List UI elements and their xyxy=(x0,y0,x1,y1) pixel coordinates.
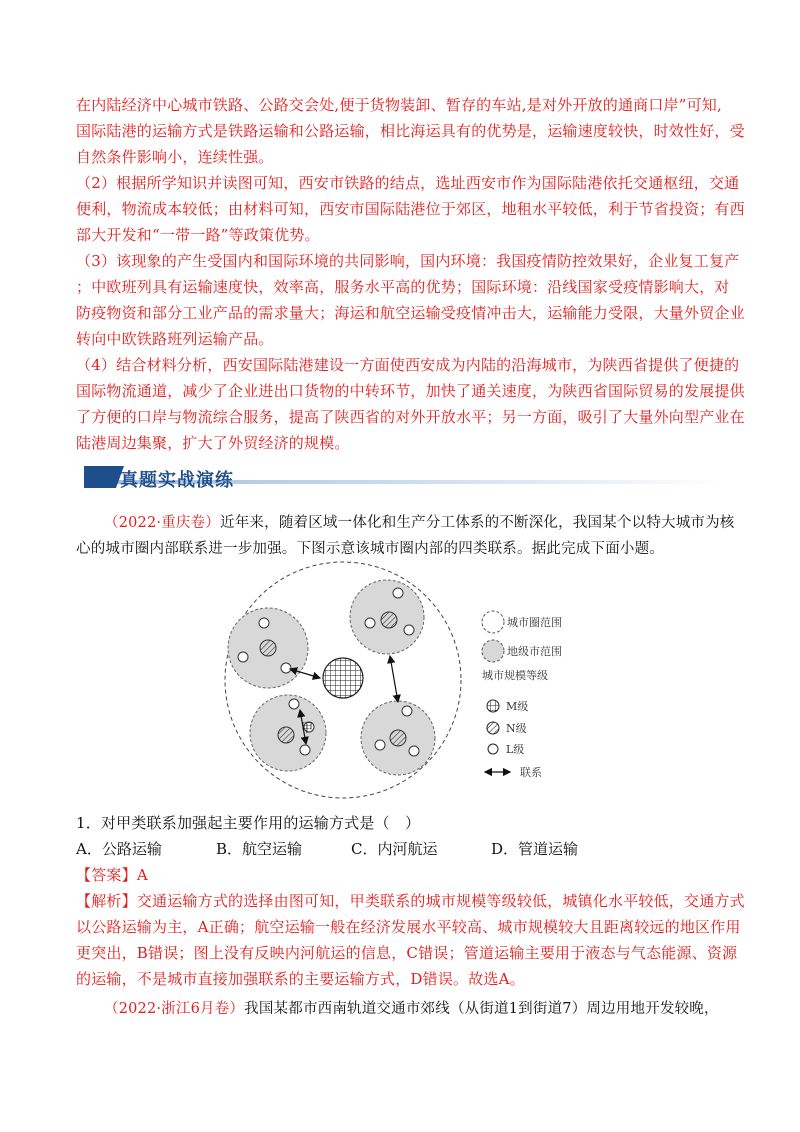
text-line xyxy=(76,888,745,914)
analysis-paragraph-4 xyxy=(76,352,745,456)
option-d: D．管道运输 xyxy=(491,840,579,858)
text-line xyxy=(76,510,735,536)
text-line: ；中欧班列具有运输速度快，效率高，服务水平高的优势；国际环境：沿线国家受疫情影响大，对 xyxy=(76,278,730,296)
intro-text: 近年来，随着区域一体化和生产分工体系的不断深化，我国某个以特大城市为核 xyxy=(220,515,735,531)
text-line: 防疫物资和部分工业产品的需求量大；海运和航空运输受疫情冲击大，运输能力受限，大量外贸企业 xyxy=(76,304,745,322)
city-circle-diagram xyxy=(220,560,600,800)
question-intro xyxy=(76,510,735,562)
legend-prefecture-icon xyxy=(482,640,504,662)
text-line: （2）根据所学知识并读图可知，西安市铁路的结点，选址西安市作为国际陆港依托交通枢纽，交通 xyxy=(76,174,740,192)
text-line: 了方便的口岸与物流综合服务，提高了陕西省的对外开放水平；另一方面，吸引了大量外向型产业在 xyxy=(76,408,745,426)
next-question-intro xyxy=(76,996,726,1022)
legend-m-label: M级 xyxy=(506,700,529,713)
legend-scale-title: 城市规模等级 xyxy=(482,669,548,682)
text-line: 更突出，B错误；图上没有反映内河航运的信息，C错误；管道运输主要用于液态与气态能源、资源 xyxy=(76,944,738,962)
option-b: B．航空运输 xyxy=(216,840,303,858)
prefecture-city-left xyxy=(228,608,308,688)
answer-block xyxy=(76,862,726,888)
text-line: （3）该现象的产生受国内和国际环境的共同影响，国内环境：我国疫情防控效果好，企业复工复产 xyxy=(76,252,740,270)
legend-n-icon xyxy=(487,722,499,734)
analysis-label: 【解析】 xyxy=(76,892,137,910)
prefecture-city-top-right xyxy=(350,580,424,654)
text-line: 转向中欧铁路班列运输产品。 xyxy=(76,330,274,348)
text-line: 国际陆港的运输方式是铁路运输和公路运输，相比海运具有的优势是，运输速度较快，时效性好，受 xyxy=(76,122,745,140)
prefecture-city-bottom-left xyxy=(250,695,326,771)
text-line: 陆港周边集聚，扩大了外贸经济的规模。 xyxy=(76,434,350,452)
m-level-core-city xyxy=(323,658,363,698)
text-line: （4）结合材料分析，西安国际陆港建设一方面使西安成为内陆的沿海城市，为陕西省提供了便捷的 xyxy=(76,356,740,374)
legend-l-label: L级 xyxy=(506,743,525,756)
legend-l-icon xyxy=(488,744,498,754)
answer-value: A xyxy=(136,866,148,884)
text-line: 便利，物流成本较低；由材料可知，西安市国际陆港位于郊区，地租水平较低，利于节省投资；有西 xyxy=(76,200,745,218)
legend xyxy=(482,611,562,779)
text-line: 自然条件影响小，连续性强。 xyxy=(76,148,274,166)
question-source: （2022·重庆卷） xyxy=(104,515,221,531)
section-banner xyxy=(84,466,724,491)
text-line: 部大开发和“一带一路”等政策优势。 xyxy=(76,226,320,244)
text-line: 国际物流通道，减少了企业进出口货物的中转环节，加快了通关速度，为陕西省国际贸易的发展提供 xyxy=(76,382,745,400)
option-c: C．内河航运 xyxy=(351,840,438,858)
analysis-paragraph-1 xyxy=(76,92,745,170)
next-intro-text: 我国某都市西南轨道交通市郊线（从街道1到街道7）周边用地开发较晚， xyxy=(244,1001,719,1017)
prefecture-city-bottom-right xyxy=(361,701,435,775)
analysis-paragraph-3 xyxy=(76,248,745,352)
legend-city-circle-label: 城市圈范围 xyxy=(507,616,562,629)
analysis-block xyxy=(76,888,745,992)
text-line xyxy=(76,862,726,888)
question-1-stem xyxy=(76,810,726,836)
answer-label: 【答案】 xyxy=(76,866,137,884)
text-line: 1．对甲类联系加强起主要作用的运输方式是（ ） xyxy=(76,814,421,832)
jia-label: 甲 xyxy=(301,721,314,735)
text-line: 的运输，不是城市直接加强联系的主要运输方式，D错误。故选A。 xyxy=(76,970,525,988)
legend-prefecture-label: 地级市范围 xyxy=(507,645,562,658)
legend-city-circle-icon xyxy=(482,611,504,633)
text-line: 在内陆经济中心城市铁路、公路交会处,便于货物装卸、暂存的车站,是对外开放的通商口岸”可知, xyxy=(76,96,722,114)
banner-mark xyxy=(84,466,124,488)
text-line: 心的城市圈内部联系进一步加强。下图示意该城市圈内部的四类联系。据此完成下面小题。 xyxy=(76,541,664,557)
next-question-source: （2022·浙江6月卷） xyxy=(104,1001,245,1017)
legend-n-label: N级 xyxy=(506,722,527,735)
legend-link-label: 联系 xyxy=(520,766,542,779)
text-line: 以公路运输为主，A正确；航空运输一般在经济发展水平较高、城市规模较大且距离较远的地区作用 xyxy=(76,918,741,936)
analysis-paragraph-2 xyxy=(76,170,745,248)
section-title: 真题实战演练 xyxy=(120,470,234,491)
analysis-text: 交通运输方式的选择由图可知，甲类联系的城市规模等级较低，城镇化水平较低，交通方式 xyxy=(136,892,745,910)
link-arrow-north-south xyxy=(390,656,398,702)
legend-m-icon xyxy=(487,700,499,712)
option-a: A．公路运输 xyxy=(76,840,162,858)
text-line xyxy=(76,996,726,1022)
